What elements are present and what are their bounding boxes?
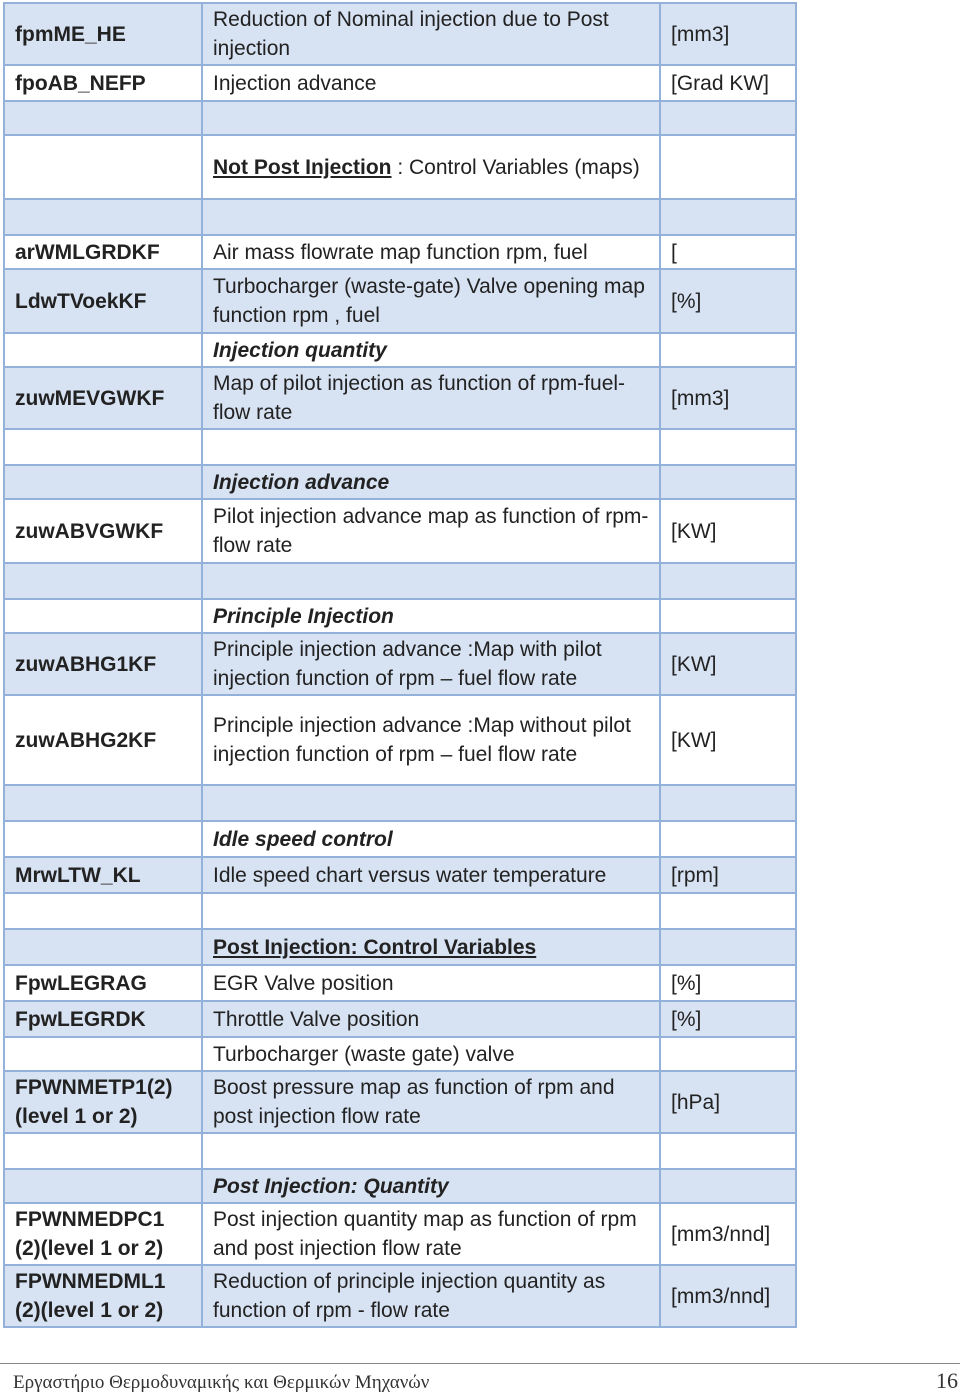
unit-cell <box>660 821 796 857</box>
parameter-name-cell <box>4 785 202 821</box>
table-row <box>4 65 796 101</box>
description-cell <box>202 893 660 929</box>
description-cell <box>202 465 660 499</box>
parameter-name-cell: arWMLGRDKF <box>4 235 202 269</box>
unit-cell <box>660 333 796 367</box>
unit-cell <box>660 1037 796 1071</box>
parameter-name-cell: zuwABHG2KF <box>4 695 202 785</box>
parameter-name-cell: LdwTVoekKF <box>4 269 202 333</box>
parameter-name-cell: FPWNMEDPC1 (2)(level 1 or 2) <box>4 1203 202 1265</box>
table-row <box>4 3 796 65</box>
table-row <box>4 235 796 269</box>
table-row <box>4 135 796 199</box>
unit-cell: [%] <box>660 269 796 333</box>
page-number: 16 <box>936 1368 958 1393</box>
footer-divider <box>0 1363 960 1364</box>
unit-cell: [%] <box>660 965 796 1001</box>
parameter-name-cell: fpoAB_NEFP <box>4 65 202 101</box>
table-row <box>4 1203 796 1265</box>
parameter-name-cell: zuwABHG1KF <box>4 633 202 695</box>
table-row <box>4 695 796 785</box>
table-row <box>4 465 796 499</box>
description-cell: Reduction of Nominal injection due to Post injection <box>202 3 660 65</box>
description-cell <box>202 429 660 465</box>
table-row <box>4 429 796 465</box>
table-row <box>4 1037 796 1071</box>
parameter-name-cell <box>4 1037 202 1071</box>
table-row <box>4 965 796 1001</box>
description-cell: Principle injection advance :Map with pilot injection function of rpm – fuel flow rate <box>202 633 660 695</box>
table-row <box>4 1169 796 1203</box>
description-cell <box>202 599 660 633</box>
parameter-name-cell: FpwLEGRAG <box>4 965 202 1001</box>
description-cell <box>202 1133 660 1169</box>
unit-cell <box>660 893 796 929</box>
parameter-name-cell <box>4 1133 202 1169</box>
table-row <box>4 101 796 135</box>
parameter-name-cell <box>4 101 202 135</box>
unit-cell: [rpm] <box>660 857 796 893</box>
unit-cell: [hPa] <box>660 1071 796 1133</box>
parameter-name-cell: zuwABVGWKF <box>4 499 202 563</box>
description-cell: EGR Valve position <box>202 965 660 1001</box>
parameter-name-cell <box>4 199 202 235</box>
table-row <box>4 929 796 965</box>
unit-cell: [mm3/nnd] <box>660 1203 796 1265</box>
description-cell: Injection advance <box>202 65 660 101</box>
unit-cell <box>660 135 796 199</box>
parameter-name-cell: MrwLTW_KL <box>4 857 202 893</box>
unit-cell <box>660 929 796 965</box>
table-row <box>4 269 796 333</box>
unit-cell: [mm3] <box>660 3 796 65</box>
parameter-table <box>3 2 797 1328</box>
table-row <box>4 599 796 633</box>
table-row <box>4 893 796 929</box>
section-heading: Post Injection: Control Variables <box>213 935 537 959</box>
table-row <box>4 1001 796 1037</box>
parameter-table-body <box>4 3 796 1327</box>
description-cell: Post injection quantity map as function of rpm and post injection flow rate <box>202 1203 660 1265</box>
description-cell <box>202 821 660 857</box>
unit-cell <box>660 465 796 499</box>
table-row <box>4 1265 796 1327</box>
description-cell <box>202 135 660 199</box>
unit-cell: [mm3] <box>660 367 796 429</box>
table-row <box>4 1133 796 1169</box>
parameter-name-cell <box>4 1169 202 1203</box>
description-cell <box>202 333 660 367</box>
parameter-name-cell <box>4 929 202 965</box>
unit-cell <box>660 101 796 135</box>
unit-cell: [ <box>660 235 796 269</box>
parameter-name-cell: FPWNMEDML1 (2)(level 1 or 2) <box>4 1265 202 1327</box>
subsection-heading: Post Injection: Quantity <box>213 1174 449 1198</box>
unit-cell: [KW] <box>660 633 796 695</box>
parameter-name-cell <box>4 893 202 929</box>
parameter-name-cell: fpmME_HE <box>4 3 202 65</box>
parameter-name-cell <box>4 821 202 857</box>
footer-lab-name: Εργαστήριο Θερμοδυναμικής και Θερμικών Μηχανών <box>13 1372 430 1393</box>
description-cell <box>202 101 660 135</box>
subsection-heading: Injection advance <box>213 470 390 494</box>
table-row <box>4 333 796 367</box>
table-row <box>4 857 796 893</box>
description-cell <box>202 199 660 235</box>
description-cell: Map of pilot injection as function of rpm-fuel-flow rate <box>202 367 660 429</box>
subsection-heading: Idle speed control <box>213 827 393 851</box>
section-heading-suffix: : Control Variables (maps) <box>391 155 640 179</box>
page-footer <box>13 1368 960 1394</box>
table-row <box>4 563 796 599</box>
table-row <box>4 821 796 857</box>
subsection-heading: Injection quantity <box>213 338 387 362</box>
description-cell: Throttle Valve position <box>202 1001 660 1037</box>
unit-cell <box>660 599 796 633</box>
description-cell: Idle speed chart versus water temperature <box>202 857 660 893</box>
table-row <box>4 199 796 235</box>
parameter-name-cell <box>4 563 202 599</box>
description-cell: Pilot injection advance map as function of rpm-flow rate <box>202 499 660 563</box>
unit-cell: [%] <box>660 1001 796 1037</box>
parameter-name-cell <box>4 465 202 499</box>
unit-cell: [Grad KW] <box>660 65 796 101</box>
description-cell: Principle injection advance :Map without pilot injection function of rpm – fuel flow rate <box>202 695 660 785</box>
table-row <box>4 367 796 429</box>
unit-cell <box>660 199 796 235</box>
description-cell: Reduction of principle injection quantity as function of rpm - flow rate <box>202 1265 660 1327</box>
unit-cell: [KW] <box>660 695 796 785</box>
description-cell <box>202 563 660 599</box>
subsection-heading: Principle Injection <box>213 604 394 628</box>
unit-cell <box>660 429 796 465</box>
unit-cell <box>660 563 796 599</box>
unit-cell <box>660 785 796 821</box>
description-cell <box>202 1169 660 1203</box>
description-cell <box>202 785 660 821</box>
parameter-name-cell: FPWNMETP1(2) (level 1 or 2) <box>4 1071 202 1133</box>
description-cell <box>202 929 660 965</box>
unit-cell <box>660 1133 796 1169</box>
parameter-name-cell <box>4 599 202 633</box>
parameter-name-cell <box>4 429 202 465</box>
description-cell: Air mass flowrate map function rpm, fuel <box>202 235 660 269</box>
parameter-name-cell <box>4 135 202 199</box>
table-row <box>4 785 796 821</box>
description-cell: Turbocharger (waste gate) valve <box>202 1037 660 1071</box>
parameter-name-cell: zuwMEVGWKF <box>4 367 202 429</box>
table-row <box>4 1071 796 1133</box>
table-row <box>4 633 796 695</box>
table-row <box>4 499 796 563</box>
description-cell: Turbocharger (waste-gate) Valve opening map function rpm , fuel <box>202 269 660 333</box>
parameter-name-cell <box>4 333 202 367</box>
unit-cell <box>660 1169 796 1203</box>
unit-cell: [KW] <box>660 499 796 563</box>
unit-cell: [mm3/nnd] <box>660 1265 796 1327</box>
parameter-name-cell: FpwLEGRDK <box>4 1001 202 1037</box>
section-heading: Not Post Injection <box>213 155 392 179</box>
description-cell: Boost pressure map as function of rpm and post injection flow rate <box>202 1071 660 1133</box>
